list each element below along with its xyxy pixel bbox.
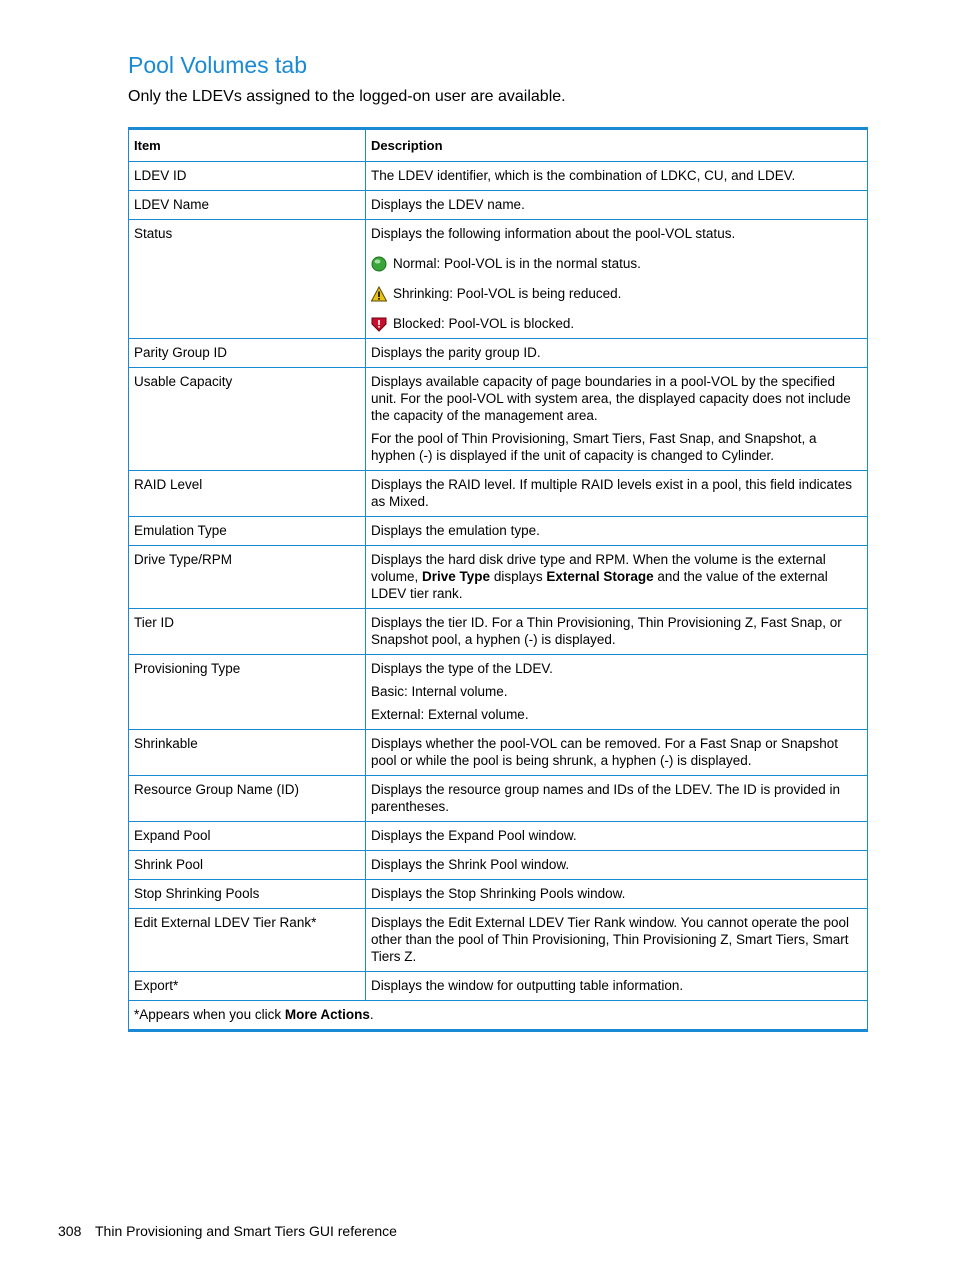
- description-paragraph: Displays the LDEV name.: [371, 197, 525, 212]
- row-item: Provisioning Type: [129, 655, 366, 730]
- row-description: [366, 546, 868, 609]
- row-description: [366, 162, 868, 191]
- row-item: Emulation Type: [129, 517, 366, 546]
- footer-section: Thin Provisioning and Smart Tiers GUI reference: [95, 1223, 397, 1239]
- description-paragraph: Displays the resource group names and IDs of the LDEV. The ID is provided in parentheses.: [371, 782, 840, 814]
- description-paragraph: Displays the window for outputting table information.: [371, 978, 684, 993]
- description-paragraph: The LDEV identifier, which is the combination of LDKC, CU, and LDEV.: [371, 168, 796, 183]
- description-paragraph: Displays whether the pool-VOL can be removed. For a Fast Snap or Snapshot pool or while the pool is being shrunk, a hyphen (-) is displayed.: [371, 736, 838, 768]
- text-run: Displays the hard disk drive type and RPM. When the volume is the external volume,: [371, 552, 826, 584]
- description-paragraph: Displays the Shrink Pool window.: [371, 857, 570, 872]
- description-paragraph: For the pool of Thin Provisioning, Smart Tiers, Fast Snap, and Snapshot, a hyphen (-) is displayed if the unit of capacity is changed to Cylinder.: [371, 431, 817, 463]
- table-row: [129, 339, 868, 368]
- bold-term: External Storage: [546, 569, 654, 584]
- page-title: Pool Volumes tab: [128, 52, 308, 78]
- table-row: [129, 655, 868, 730]
- table-row: [129, 880, 868, 909]
- row-item: Drive Type/RPM: [129, 546, 366, 609]
- page-number: 308: [58, 1223, 82, 1239]
- description-paragraph: Displays the Stop Shrinking Pools window.: [371, 886, 626, 901]
- row-description: [366, 730, 868, 776]
- row-item: Edit External LDEV Tier Rank*: [129, 909, 366, 972]
- blocked-status-icon: [371, 316, 387, 332]
- description-paragraph: Basic: Internal volume.: [371, 684, 508, 699]
- row-description: [366, 655, 868, 730]
- table-row: [129, 191, 868, 220]
- status-entry: [371, 255, 862, 272]
- header-description: Description: [366, 129, 868, 162]
- table-row: [129, 162, 868, 191]
- pool-volumes-table: [128, 127, 868, 1032]
- description-paragraph: Displays the Expand Pool window.: [371, 828, 577, 843]
- footnote-row: [129, 1001, 868, 1031]
- row-description: [366, 880, 868, 909]
- row-item: Expand Pool: [129, 822, 366, 851]
- table-row: [129, 546, 868, 609]
- warning-status-icon: [371, 286, 387, 302]
- description-paragraph: Displays available capacity of page boundaries in a pool-VOL by the specified unit. For the pool-VOL with system area, the displayed capacity does not include the capacity of the management area.: [371, 374, 851, 423]
- table-row: [129, 822, 868, 851]
- bold-term: More Actions: [284, 1007, 370, 1022]
- text-run: and the value of the external LDEV tier rank.: [371, 569, 828, 601]
- description-paragraph: Displays the tier ID. For a Thin Provisioning, Thin Provisioning Z, Fast Snap, or Snapshot pool, a hyphen (-) is displayed.: [371, 615, 842, 647]
- row-description: [366, 822, 868, 851]
- row-item: Export*: [129, 972, 366, 1001]
- description-paragraph: Displays the Edit External LDEV Tier Rank window. You cannot operate the pool other than the pool of Thin Provisioning, Thin Provisioning Z, Smart Tiers, Smart Tiers Z.: [371, 915, 850, 964]
- row-item: Shrinkable: [129, 730, 366, 776]
- status-text: Blocked: Pool-VOL is blocked.: [393, 316, 575, 331]
- table-row: [129, 368, 868, 471]
- table-header-row: [129, 129, 868, 162]
- status-text: Normal: Pool-VOL is in the normal status.: [393, 256, 641, 271]
- row-item: Parity Group ID: [129, 339, 366, 368]
- row-description: [366, 517, 868, 546]
- row-description: [366, 220, 868, 339]
- description-paragraph: Displays the parity group ID.: [371, 345, 541, 360]
- row-item: Tier ID: [129, 609, 366, 655]
- row-description: [366, 776, 868, 822]
- row-item: RAID Level: [129, 471, 366, 517]
- row-description: [366, 609, 868, 655]
- table-row: [129, 517, 868, 546]
- row-item: LDEV Name: [129, 191, 366, 220]
- intro-text: Only the LDEVs assigned to the logged-on user are available.: [128, 88, 566, 105]
- status-text: Shrinking: Pool-VOL is being reduced.: [393, 286, 622, 301]
- header-item: Item: [129, 129, 366, 162]
- description-paragraph: Displays the emulation type.: [371, 523, 540, 538]
- text-run: *Appears when you click: [134, 1007, 285, 1022]
- row-description: [366, 851, 868, 880]
- table-footnote: [129, 1001, 868, 1031]
- table-row: [129, 471, 868, 517]
- row-item: LDEV ID: [129, 162, 366, 191]
- bold-term: Drive Type: [422, 569, 491, 584]
- description-paragraph: External: External volume.: [371, 707, 529, 722]
- row-item: Status: [129, 220, 366, 339]
- table-row: [129, 730, 868, 776]
- normal-status-icon: [371, 256, 387, 272]
- status-entry: [371, 315, 862, 332]
- row-item: Stop Shrinking Pools: [129, 880, 366, 909]
- table-row: [129, 776, 868, 822]
- description-paragraph: Displays the RAID level. If multiple RAID levels exist in a pool, this field indicates as Mixed.: [371, 477, 852, 509]
- row-description: [366, 368, 868, 471]
- table-row: [129, 609, 868, 655]
- row-item: Resource Group Name (ID): [129, 776, 366, 822]
- description-paragraph: Displays the following information about the pool-VOL status.: [371, 226, 736, 241]
- table-row: [129, 220, 868, 339]
- row-description: [366, 471, 868, 517]
- row-item: Usable Capacity: [129, 368, 366, 471]
- table-row: [129, 909, 868, 972]
- row-item: Shrink Pool: [129, 851, 366, 880]
- description-paragraph: [371, 551, 862, 602]
- row-description: [366, 191, 868, 220]
- text-run: .: [369, 1007, 374, 1022]
- page-footer: [58, 1223, 397, 1239]
- table-row: [129, 851, 868, 880]
- row-description: [366, 972, 868, 1001]
- description-paragraph: Displays the type of the LDEV.: [371, 661, 553, 676]
- row-description: [366, 909, 868, 972]
- status-entry: [371, 285, 862, 302]
- table-row: [129, 972, 868, 1001]
- text-run: displays: [490, 569, 547, 584]
- row-description: [366, 339, 868, 368]
